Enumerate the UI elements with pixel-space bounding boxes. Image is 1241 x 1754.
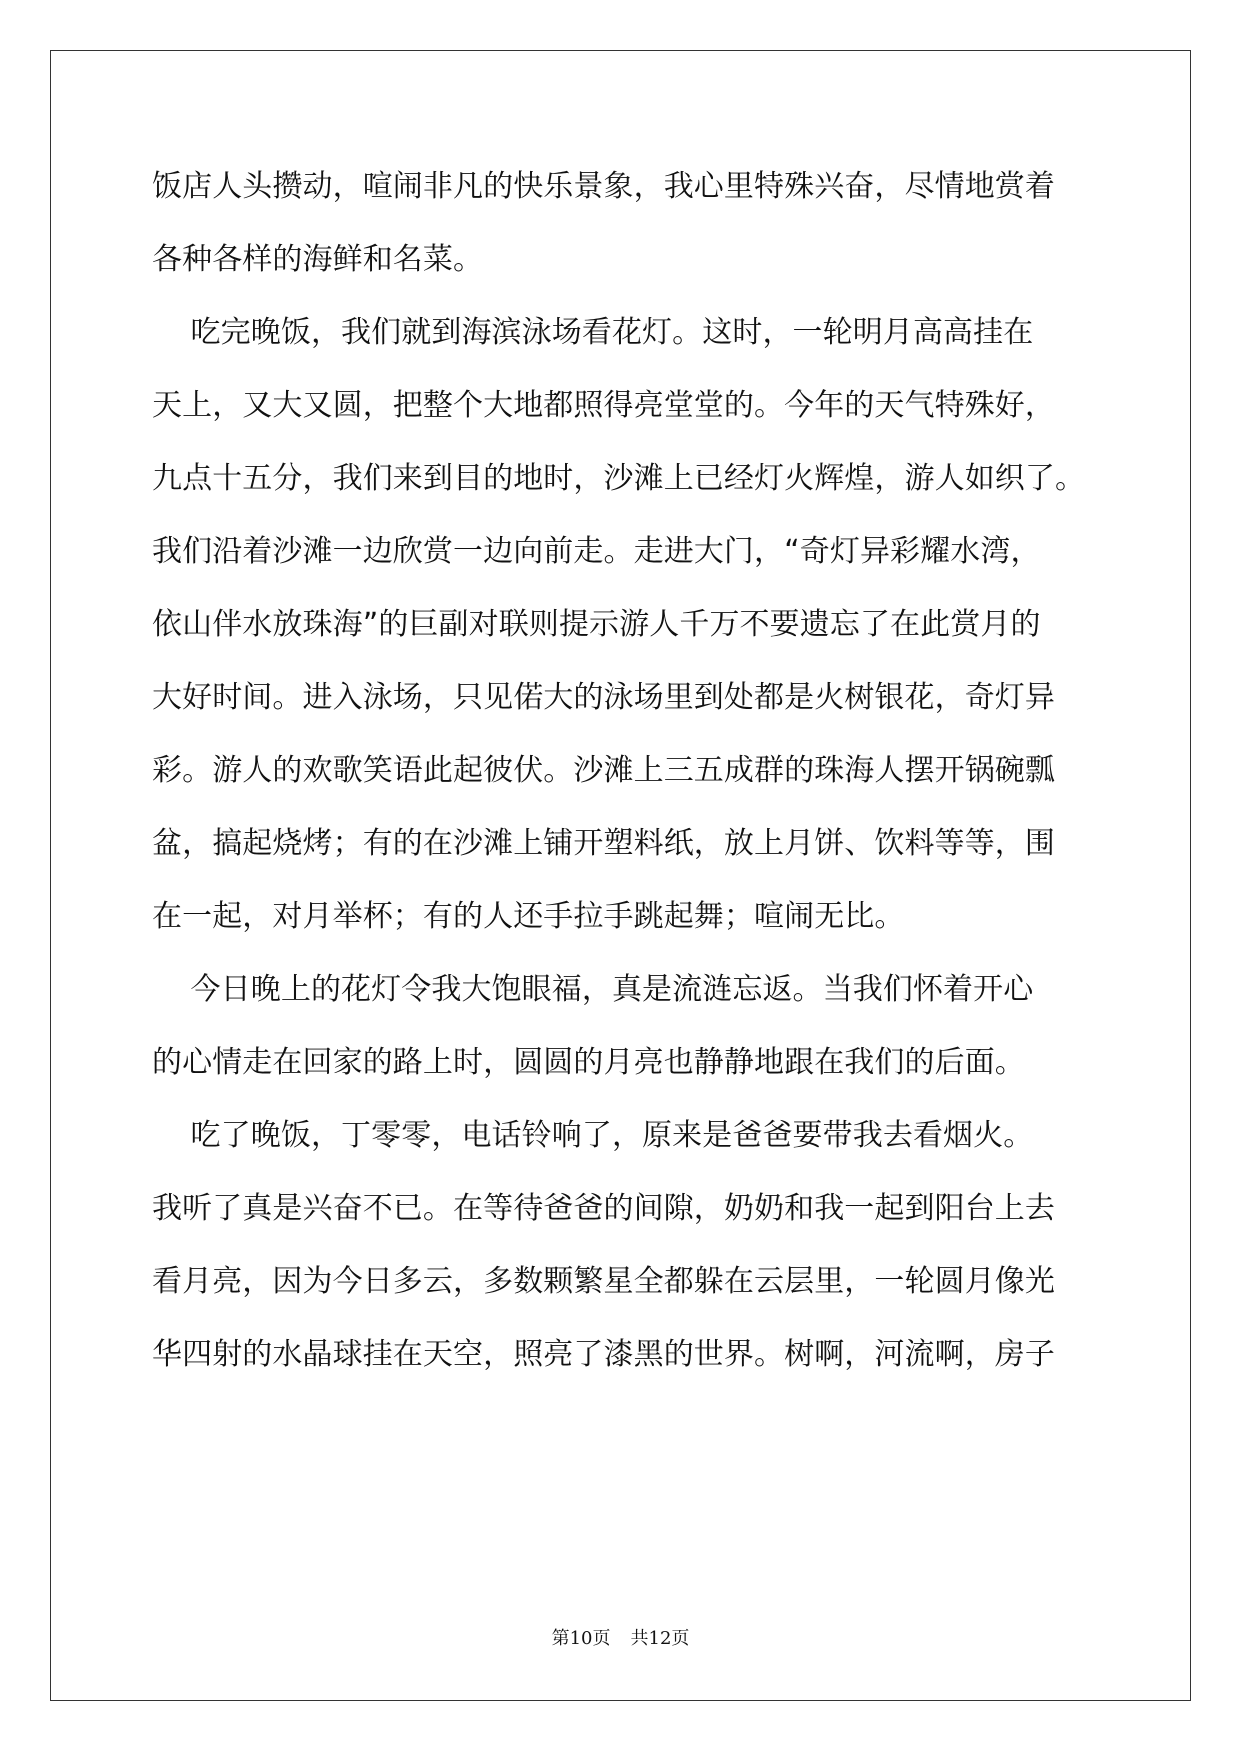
text-line: 我们沿着沙滩一边欣赏一边向前走。走进大门，“奇灯异彩耀水湾，: [152, 534, 1041, 569]
text-line: 大好时间。进入泳场，只见偌大的泳场里到处都是火树银花，奇灯异: [152, 680, 1055, 715]
text-line: 依山伴水放珠海”的巨副对联则提示游人千万不要遗忘了在此赏月的: [152, 607, 1041, 642]
page-footer: [0, 1627, 1241, 1651]
text-line: 吃了晚饭，丁零零，电话铃响了，原来是爸爸要带我去看烟火。: [152, 1118, 1034, 1153]
text-line: 各种各样的海鲜和名菜。: [152, 242, 484, 277]
text-line: 饭店人头攒动，喧闹非凡的快乐景象，我心里特殊兴奋，尽情地赏着: [152, 169, 1055, 204]
page-number: 第10页: [551, 1628, 611, 1649]
text-line: 吃完晚饭，我们就到海滨泳场看花灯。这时，一轮明月高高挂在: [152, 315, 1034, 350]
text-line: 九点十五分，我们来到目的地时，沙滩上已经灯火辉煌，游人如织了。: [152, 461, 1086, 496]
text-line: 华四射的水晶球挂在天空，照亮了漆黑的世界。树啊，河流啊，房子: [152, 1337, 1055, 1372]
page-total: 共12页: [630, 1628, 690, 1649]
text-line: 的心情走在回家的路上时，圆圆的月亮也静静地跟在我们的后面。: [152, 1045, 1025, 1080]
text-line: 盆，搞起烧烤；有的在沙滩上铺开塑料纸，放上月饼、饮料等等，围: [152, 826, 1055, 861]
text-line: 我听了真是兴奋不已。在等待爸爸的间隙，奶奶和我一起到阳台上去: [152, 1191, 1055, 1226]
text-line: 天上，又大又圆，把整个大地都照得亮堂堂的。今年的天气特殊好，: [152, 388, 1055, 423]
text-line: 在一起，对月举杯；有的人还手拉手跳起舞；喧闹无比。: [152, 899, 905, 934]
page-border: [50, 50, 1191, 1701]
text-line: 彩。游人的欢歌笑语此起彼伏。沙滩上三五成群的珠海人摆开锅碗瓢: [152, 753, 1055, 788]
text-line: 看月亮，因为今日多云，多数颗繁星全都躲在云层里，一轮圆月像光: [152, 1264, 1055, 1299]
text-line: 今日晚上的花灯令我大饱眼福，真是流涟忘返。当我们怀着开心: [152, 972, 1034, 1007]
